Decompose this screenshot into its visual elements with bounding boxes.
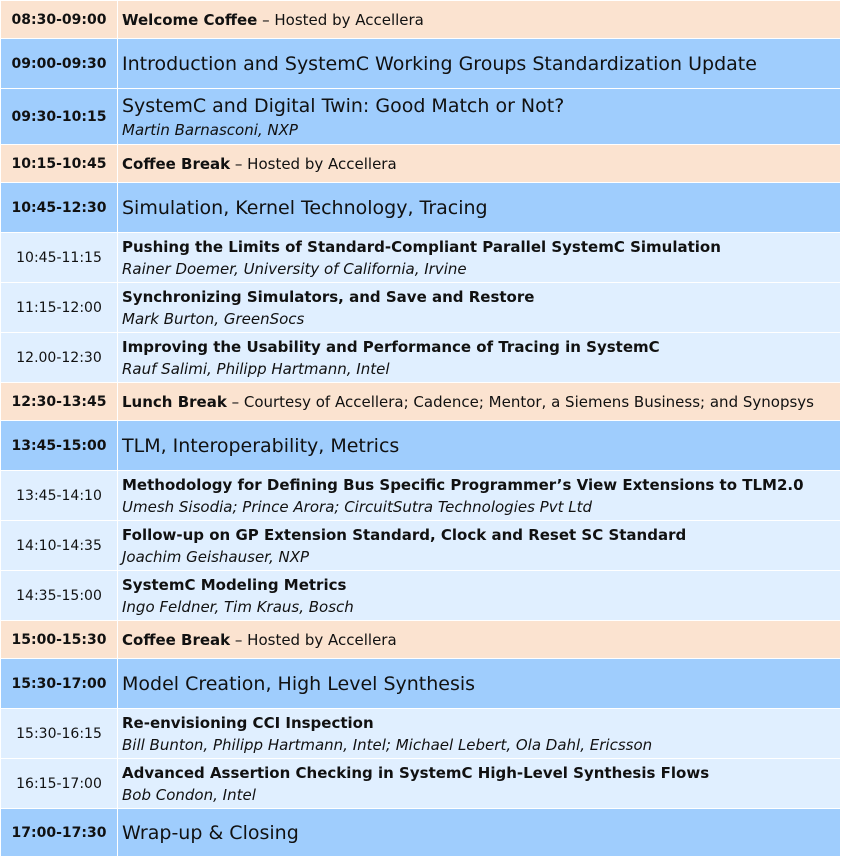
time-slot: 12:30-13:45 (1, 383, 118, 421)
agenda-row-digital-twin (1, 89, 841, 145)
talk-speakers: Rainer Doemer, University of California, Irvine (122, 259, 467, 278)
talk-speakers: Mark Burton, GreenSocs (122, 309, 305, 328)
talk-title: Follow-up on GP Extension Standard, Clock and Reset SC Standard (122, 525, 687, 544)
break-note: – Courtesy of Accellera; Cadence; Mentor, a Siemens Business; and Synopsys (226, 393, 814, 411)
agenda-row-coffee-break (1, 145, 841, 183)
agenda-row-talk (1, 471, 841, 521)
break-cell (118, 1, 841, 39)
session-cell (118, 421, 841, 471)
agenda-row-talk (1, 709, 841, 759)
time-slot: 15:30-17:00 (1, 659, 118, 709)
break-title: Lunch Break (122, 393, 227, 411)
talk-title: Improving the Usability and Performance of Tracing in SystemC (122, 337, 660, 356)
session-cell (118, 39, 841, 89)
break-note: – Hosted by Accellera (230, 631, 397, 649)
time-slot: 10:15-10:45 (1, 145, 118, 183)
time-slot: 11:15-12:00 (1, 283, 118, 333)
time-slot: 16:15-17:00 (1, 759, 118, 809)
time-slot: 14:35-15:00 (1, 571, 118, 621)
talk-title: Advanced Assertion Checking in SystemC High-Level Synthesis Flows (122, 763, 710, 782)
agenda-row-introduction (1, 39, 841, 89)
agenda-row-talk (1, 333, 841, 383)
time-slot: 13:45-15:00 (1, 421, 118, 471)
break-cell (118, 145, 841, 183)
time-slot: 10:45-12:30 (1, 183, 118, 233)
break-note: – Hosted by Accellera (230, 155, 397, 173)
time-slot: 15:00-15:30 (1, 621, 118, 659)
break-title: Coffee Break (122, 155, 231, 173)
session-title: SystemC and Digital Twin: Good Match or Not? (122, 94, 565, 117)
agenda-row-lunch-break (1, 383, 841, 421)
session-speakers: Martin Barnasconi, NXP (122, 120, 298, 139)
talk-title: Methodology for Defining Bus Specific Programmer’s View Extensions to TLM2.0 (122, 475, 804, 494)
time-slot: 10:45-11:15 (1, 233, 118, 283)
talk-cell (118, 521, 841, 571)
talk-speakers: Rauf Salimi, Philipp Hartmann, Intel (122, 359, 390, 378)
agenda-row-talk (1, 233, 841, 283)
time-slot: 13:45-14:10 (1, 471, 118, 521)
agenda-row-model-creation-session (1, 659, 841, 709)
time-slot: 12.00-12:30 (1, 333, 118, 383)
talk-speakers: Ingo Feldner, Tim Kraus, Bosch (122, 597, 354, 616)
talk-cell (118, 233, 841, 283)
talk-title: SystemC Modeling Metrics (122, 575, 347, 594)
session-title: Simulation, Kernel Technology, Tracing (122, 196, 488, 219)
time-slot: 15:30-16:15 (1, 709, 118, 759)
session-cell (118, 659, 841, 709)
talk-cell (118, 283, 841, 333)
session-title: Model Creation, High Level Synthesis (122, 672, 476, 695)
talk-cell (118, 759, 841, 809)
session-cell (118, 89, 841, 145)
agenda-row-talk (1, 759, 841, 809)
break-title: Coffee Break (122, 631, 231, 649)
agenda-row-wrap-up (1, 809, 841, 857)
break-title: Welcome Coffee (122, 11, 258, 29)
talk-title: Pushing the Limits of Standard-Compliant Parallel SystemC Simulation (122, 237, 721, 256)
break-cell (118, 383, 841, 421)
talk-title: Synchronizing Simulators, and Save and Restore (122, 287, 535, 306)
talk-speakers: Bob Condon, Intel (122, 785, 256, 804)
talk-cell (118, 571, 841, 621)
agenda-row-talk (1, 571, 841, 621)
session-cell (118, 183, 841, 233)
talk-cell (118, 471, 841, 521)
talk-cell (118, 709, 841, 759)
talk-cell (118, 333, 841, 383)
talk-speakers: Umesh Sisodia; Prince Arora; CircuitSutra Technologies Pvt Ltd (122, 497, 593, 516)
agenda-row-coffee-break (1, 621, 841, 659)
time-slot: 09:30-10:15 (1, 89, 118, 145)
agenda-row-talk (1, 283, 841, 333)
time-slot: 14:10-14:35 (1, 521, 118, 571)
break-cell (118, 621, 841, 659)
session-title: Wrap-up & Closing (122, 821, 299, 844)
time-slot: 09:00-09:30 (1, 39, 118, 89)
agenda-row-welcome-coffee (1, 1, 841, 39)
agenda-row-simulation-session (1, 183, 841, 233)
time-slot: 17:00-17:30 (1, 809, 118, 857)
session-title: TLM, Interoperability, Metrics (122, 434, 400, 457)
time-slot: 08:30-09:00 (1, 1, 118, 39)
talk-speakers: Bill Bunton, Philipp Hartmann, Intel; Michael Lebert, Ola Dahl, Ericsson (122, 735, 653, 754)
break-note: – Hosted by Accellera (257, 11, 424, 29)
session-cell (118, 809, 841, 857)
talk-speakers: Joachim Geishauser, NXP (122, 547, 310, 566)
session-title: Introduction and SystemC Working Groups Standardization Update (122, 52, 757, 75)
agenda-row-tlm-session (1, 421, 841, 471)
talk-title: Re-envisioning CCI Inspection (122, 713, 374, 732)
agenda-row-talk (1, 521, 841, 571)
